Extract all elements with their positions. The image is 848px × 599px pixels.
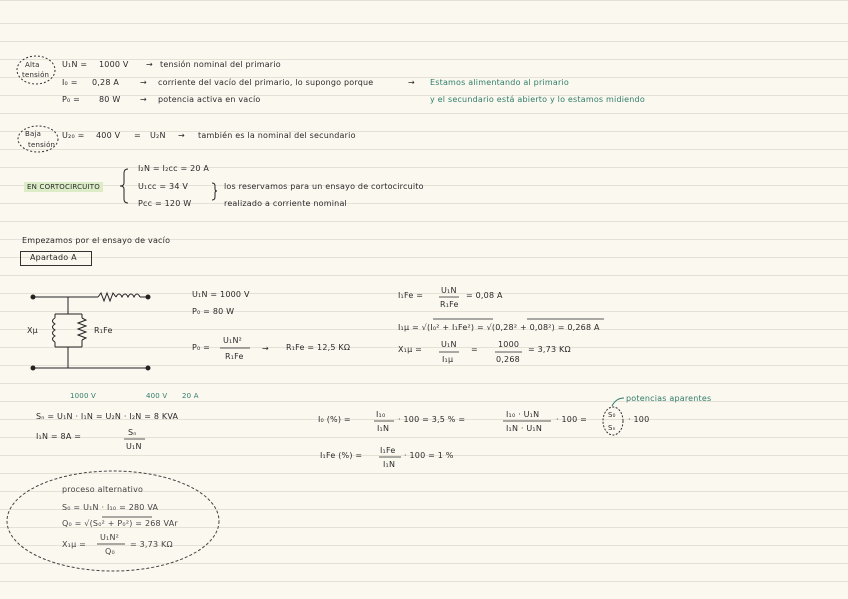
alta-l2-val: 0,28 A	[92, 78, 120, 87]
imu-line: I₁μ = √(I₀² + I₁Fe²) = √(0,28² + 0,08²) = 0,268 A	[398, 323, 600, 332]
xmu-eq: =	[471, 345, 478, 354]
baja-desc: también es la nominal del secundario	[198, 131, 356, 140]
brace-note	[212, 183, 217, 200]
pct-s0: S₀	[608, 411, 616, 419]
alta-l2-arrow: →	[140, 78, 147, 87]
alta-l3-lhs: P₀ =	[62, 95, 81, 104]
pct-i0-mid: · 100 = 3,5 % =	[398, 415, 466, 424]
ife-lhs: I₁Fe =	[398, 291, 424, 300]
pct-sn: Sₙ	[608, 424, 616, 432]
pct-ife-res: · 100 = 1 %	[404, 451, 454, 460]
alta-l2-lhs: I₀ =	[62, 78, 78, 87]
cc-l3: Pcc = 120 W	[138, 199, 192, 208]
mid-arrow: →	[262, 344, 269, 353]
pct-potencias: potencias aparentes	[626, 394, 712, 403]
sn-ann2: 400 V	[146, 392, 168, 400]
pct-ife-lhs: I₁Fe (%) =	[320, 451, 363, 460]
alt-l3-den: Q₀	[105, 547, 115, 556]
baja-eq: =	[134, 131, 141, 140]
brace-cc	[120, 169, 128, 203]
xmu-num2: 1000	[498, 340, 520, 349]
alta-l3-desc: potencia activa en vacío	[158, 95, 261, 104]
alt-l1: S₀ = U₁N · I₁₀ = 280 VA	[62, 503, 159, 512]
pct-ife-num: I₁Fe	[380, 446, 396, 455]
cc-label: EN CORTOCIRCUITO	[24, 182, 103, 192]
cc-note2: realizado a corriente nominal	[224, 199, 347, 208]
mid-p0: P₀ = 80 W	[192, 307, 235, 316]
xmu-num: U₁N	[441, 340, 457, 349]
xmu-den2: 0,268	[496, 355, 520, 364]
sn-line2-den: U₁N	[126, 442, 142, 451]
sn-ann1: 1000 V	[70, 392, 97, 400]
cc-note1: los reservamos para un ensayo de cortocircuito	[224, 182, 424, 191]
pct-ife-den: I₁N	[383, 460, 396, 469]
pct-i0-den: I₁N	[377, 424, 390, 433]
mid-p0-num: U₁N²	[223, 336, 243, 345]
alta-l1-val: 1000 V	[99, 60, 129, 69]
alta-l1-arrow: →	[146, 60, 153, 69]
baja-badge-1: Baja	[25, 130, 42, 138]
circuit-rfe: R₁Fe	[94, 326, 113, 335]
baja-val: 400 V	[96, 131, 121, 140]
equivalent-circuit	[31, 293, 150, 370]
ife-den: R₁Fe	[440, 300, 459, 309]
pct-i0-num2: I₁₀ · U₁N	[506, 410, 540, 419]
vacio-heading: Empezamos por el ensayo de vacío	[22, 236, 171, 245]
alt-l3-num: U₁N²	[100, 533, 120, 542]
ife-num: U₁N	[441, 286, 457, 295]
cc-l2: U₁cc = 34 V	[138, 182, 189, 191]
alta-l3-desc2: y el secundario está abierto y lo estamos midiendo	[430, 95, 645, 104]
cc-l1: I₂N = I₂cc = 20 A	[138, 164, 210, 173]
alta-l2-desc2: Estamos alimentando al primario	[430, 78, 569, 87]
alt-l3-lhs: X₁μ =	[62, 540, 87, 549]
baja-arrow: →	[178, 131, 185, 140]
alt-l2: Q₀ = √(S₀² + P₀²) = 268 VAr	[62, 519, 178, 528]
alt-l3-res: = 3,73 KΩ	[130, 540, 173, 549]
pct-i0-lhs: I₀ (%) =	[318, 415, 351, 424]
alta-badge-1: Alta	[25, 61, 40, 69]
baja-badge-2: tensión	[28, 141, 56, 149]
mid-u1n: U₁N = 1000 V	[192, 290, 250, 299]
pct-times100: · 100	[628, 415, 650, 424]
alta-l3-arrow: →	[140, 95, 147, 104]
xmu-den: I₁μ	[442, 355, 454, 364]
xmu-lhs: X₁μ =	[398, 345, 423, 354]
pct-i0-end: · 100 =	[556, 415, 588, 424]
alta-l1-desc: tensión nominal del primario	[160, 60, 281, 69]
pct-i0-den2: I₁N · U₁N	[506, 424, 543, 433]
alta-badge-2: tensión	[22, 71, 50, 79]
ife-res: = 0,08 A	[466, 291, 503, 300]
pct-i0-num: I₁₀	[376, 410, 386, 419]
alta-l2-arrow2: →	[408, 78, 415, 87]
alta-l1-lhs: U₁N =	[62, 60, 88, 69]
sn-ann3: 20 A	[182, 392, 199, 400]
sn-line1: Sₙ = U₁N · I₁N = U₂N · I₂N = 8 KVA	[36, 412, 179, 421]
baja-lhs: U₂₀ =	[62, 131, 85, 140]
mid-p0-den: R₁Fe	[225, 352, 244, 361]
mid-rfe-res: R₁Fe = 12,5 KΩ	[286, 343, 351, 352]
sn-line2-lhs: I₁N = 8A =	[36, 432, 82, 441]
mid-p0-lhs: P₀ =	[192, 343, 211, 352]
alt-title: proceso alternativo	[62, 485, 144, 494]
apartado-label: Apartado A	[30, 253, 77, 262]
alta-l2-desc: corriente del vacío del primario, lo supongo porque	[158, 78, 374, 87]
sn-line2-num: Sₙ	[128, 428, 137, 437]
alta-l3-val: 80 W	[99, 95, 121, 104]
baja-u2n: U₂N	[150, 131, 166, 140]
xmu-res: = 3,73 KΩ	[528, 345, 571, 354]
circuit-xmu: Xμ	[27, 326, 38, 335]
